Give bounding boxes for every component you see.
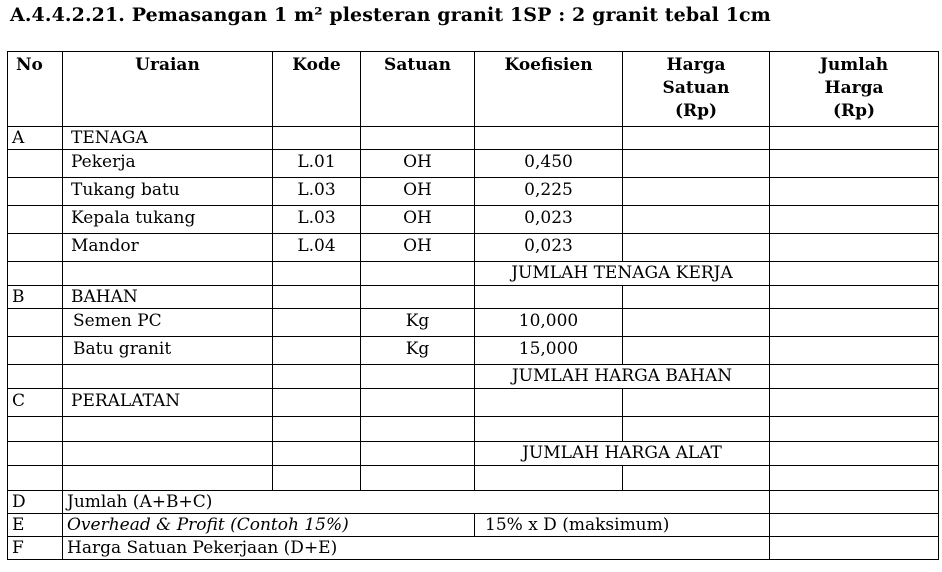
section-no: B bbox=[8, 286, 63, 309]
table-row bbox=[8, 309, 939, 337]
section-label: BAHAN bbox=[63, 286, 273, 309]
summary-note: 15% x D (maksimum) bbox=[475, 514, 770, 537]
section-a-row bbox=[8, 127, 939, 150]
header-harga-satuan bbox=[623, 52, 770, 127]
header-jumlah-harga-line: (Rp) bbox=[832, 101, 876, 121]
satuan-cell: Kg bbox=[361, 309, 475, 337]
header-jumlah-harga-line: Jumlah bbox=[819, 55, 889, 75]
koefisien-cell: 15,000 bbox=[475, 337, 623, 365]
section-label: PERALATAN bbox=[63, 389, 273, 417]
summary-f-row bbox=[8, 537, 939, 560]
satuan-cell: OH bbox=[361, 206, 475, 234]
kode-cell: L.01 bbox=[273, 150, 361, 178]
table-row bbox=[8, 150, 939, 178]
section-no: A bbox=[8, 127, 63, 150]
total-label: JUMLAH HARGA ALAT bbox=[475, 442, 770, 466]
header-jumlah-harga-line: Harga bbox=[824, 78, 884, 98]
summary-d-row bbox=[8, 491, 939, 514]
summary-label: Overhead & Profit (Contoh 15%) bbox=[63, 514, 475, 537]
koefisien-cell: 0,023 bbox=[475, 234, 623, 262]
satuan-cell: OH bbox=[361, 234, 475, 262]
summary-label: Harga Satuan Pekerjaan (D+E) bbox=[63, 537, 770, 560]
table-row bbox=[8, 206, 939, 234]
section-a-total-row bbox=[8, 262, 939, 286]
header-kode: Kode bbox=[273, 52, 361, 127]
koefisien-cell: 10,000 bbox=[475, 309, 623, 337]
uraian-cell: Tukang batu bbox=[63, 178, 273, 206]
table-row bbox=[8, 337, 939, 365]
uraian-cell: Kepala tukang bbox=[63, 206, 273, 234]
kode-cell bbox=[273, 337, 361, 365]
page-title: A.4.4.2.21. Pemasangan 1 m² plesteran granit 1SP : 2 granit tebal 1cm bbox=[10, 4, 771, 26]
summary-label: Jumlah (A+B+C) bbox=[63, 491, 770, 514]
kode-cell: L.04 bbox=[273, 234, 361, 262]
section-no: C bbox=[8, 389, 63, 417]
uraian-cell: Semen PC bbox=[63, 309, 273, 337]
uraian-cell: Pekerja bbox=[63, 150, 273, 178]
total-label: JUMLAH HARGA BAHAN bbox=[475, 365, 770, 389]
table-row bbox=[8, 178, 939, 206]
header-harga-satuan-line: Satuan bbox=[662, 78, 730, 98]
summary-no: F bbox=[8, 537, 63, 560]
uraian-cell: Mandor bbox=[63, 234, 273, 262]
header-no: No bbox=[8, 52, 63, 127]
table-row bbox=[8, 466, 939, 491]
total-label: JUMLAH TENAGA KERJA bbox=[475, 262, 770, 286]
header-row bbox=[8, 52, 939, 127]
koefisien-cell: 0,225 bbox=[475, 178, 623, 206]
satuan-cell: OH bbox=[361, 178, 475, 206]
koefisien-cell: 0,450 bbox=[475, 150, 623, 178]
header-koefisien: Koefisien bbox=[475, 52, 623, 127]
header-harga-satuan-line: Harga bbox=[666, 55, 726, 75]
summary-no: D bbox=[8, 491, 63, 514]
header-harga-satuan-line: (Rp) bbox=[674, 101, 718, 121]
kode-cell: L.03 bbox=[273, 206, 361, 234]
section-label: TENAGA bbox=[63, 127, 273, 150]
koefisien-cell: 0,023 bbox=[475, 206, 623, 234]
kode-cell bbox=[273, 309, 361, 337]
section-b-total-row bbox=[8, 365, 939, 389]
section-b-row bbox=[8, 286, 939, 309]
uraian-cell: Batu granit bbox=[63, 337, 273, 365]
satuan-cell: Kg bbox=[361, 337, 475, 365]
header-uraian: Uraian bbox=[63, 52, 273, 127]
summary-e-row bbox=[8, 514, 939, 537]
header-jumlah-harga bbox=[770, 52, 939, 127]
cost-table bbox=[7, 51, 939, 560]
table-row bbox=[8, 417, 939, 442]
header-satuan: Satuan bbox=[361, 52, 475, 127]
section-c-row bbox=[8, 389, 939, 417]
summary-no: E bbox=[8, 514, 63, 537]
table-row bbox=[8, 234, 939, 262]
satuan-cell: OH bbox=[361, 150, 475, 178]
section-c-total-row bbox=[8, 442, 939, 466]
kode-cell: L.03 bbox=[273, 178, 361, 206]
